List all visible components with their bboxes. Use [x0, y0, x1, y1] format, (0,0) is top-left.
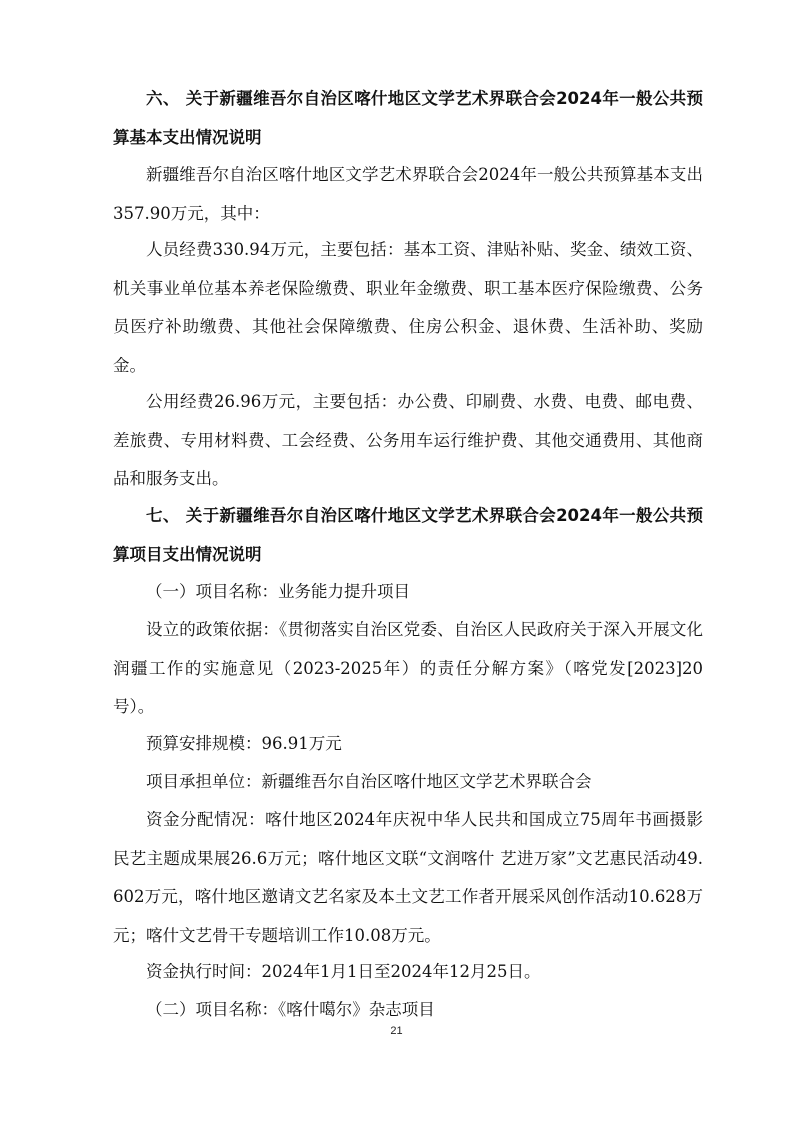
section-six-paragraph-personnel: 人员经费330.94万元，主要包括：基本工资、津贴补贴、奖金、绩效工资、机关事业单位基本养老保险缴费、职业年金缴费、职工基本医疗保险缴费、公务员医疗补助缴费、其他社会保障缴费、住房公积金、退休费、生活补助、奖励金。 — [113, 240, 703, 376]
project-one-policy-basis: 设立的政策依据：《贯彻落实自治区党委、自治区人民政府关于深入开展文化润疆工作的实施意见（2023-2025年）的责任分解方案》（喀党发[2023]20号）。 — [113, 620, 703, 717]
section-six-paragraph-total: 新疆维吾尔自治区喀什地区文学艺术界联合会2024年一般公共预算基本支出357.90万元，其中： — [113, 165, 703, 223]
section-seven-heading: 七、 关于新疆维吾尔自治区喀什地区文学艺术界联合会2024年一般公共预算项目支出情况说明 — [113, 506, 703, 564]
project-one-execution-time: 资金执行时间：2024年1月1日至2024年12月25日。 — [146, 962, 541, 981]
project-one-undertaking-unit: 项目承担单位：新疆维吾尔自治区喀什地区文学艺术界联合会 — [146, 772, 592, 791]
page-number: 21 — [390, 1025, 403, 1037]
section-six-paragraph-public: 公用经费26.96万元，主要包括：办公费、印刷费、水费、电费、邮电费、差旅费、专用材料费、工会经费、公务用车运行维护费、其他交通费用、其他商品和服务支出。 — [113, 392, 703, 489]
project-one-name: （一）项目名称：业务能力提升项目 — [146, 582, 410, 601]
section-six-heading: 六、 关于新疆维吾尔自治区喀什地区文学艺术界联合会2024年一般公共预算基本支出情况说明 — [113, 89, 703, 147]
project-one-fund-allocation: 资金分配情况：喀什地区2024年庆祝中华人民共和国成立75周年书画摄影民艺主题成果展26.6万元；喀什地区文联“文润喀什 艺进万家”文艺惠民活动49.602万元，喀什地区邀请文艺名家及本土文艺工作者开展采风创作活动10.628万元；喀什文艺骨干专题培训工作10.08万元。 — [113, 810, 703, 946]
project-two-name: （二）项目名称：《喀什噶尔》杂志项目 — [146, 1000, 435, 1019]
project-one-budget-scale: 预算安排规模：96.91万元 — [146, 734, 342, 753]
